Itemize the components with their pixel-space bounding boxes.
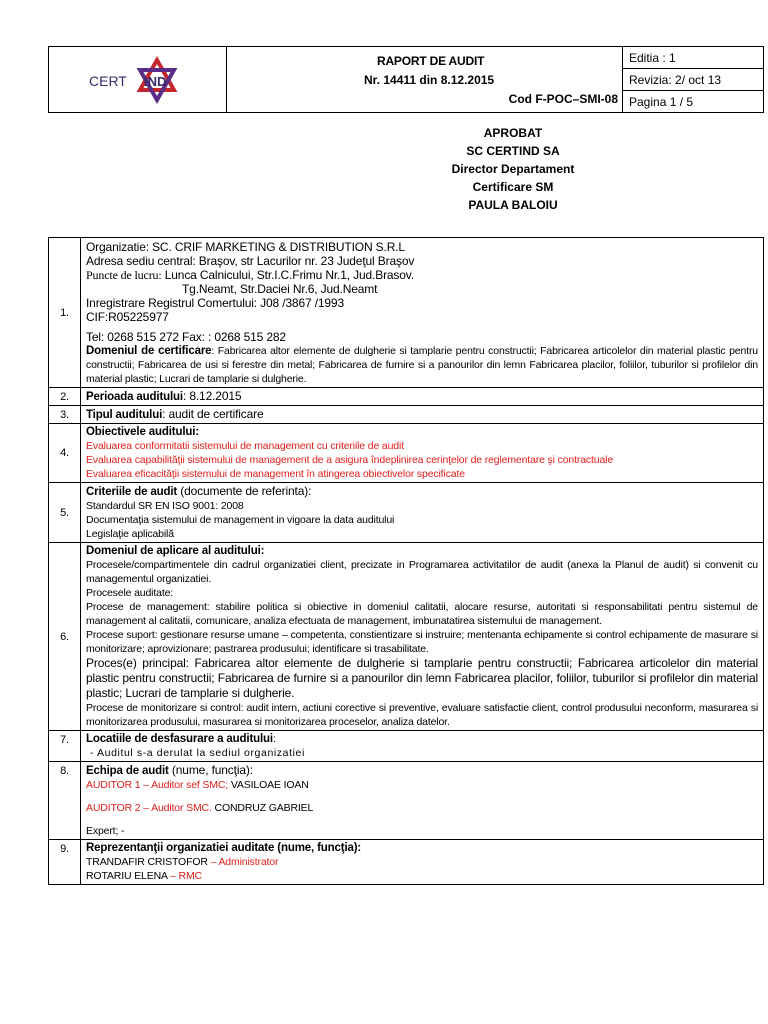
approval-line-3: Director Departament [451, 162, 575, 176]
support-processes: Procese suport: gestionare resurse umane – competenta, constientizare si instruire; mentenanta echipamente si control echipamente de masurare si monitorizare; aprovizionare; pastrarea produsului; identificare si trasabilitate. [86, 629, 758, 655]
audit-period [81, 388, 764, 406]
audit-team [81, 762, 764, 840]
audit-objectives-label: Obiectivele auditului: [86, 426, 199, 438]
criterion-1: Standardul SR EN ISO 9001: 2008 [86, 500, 244, 512]
row-number: 3. [49, 406, 81, 424]
revision: Revizia: 2/ oct 13 [623, 69, 763, 91]
audit-criteria-suffix: (documente de referinta): [177, 484, 312, 498]
representative-2-name: ROTARIU ELENA [86, 870, 168, 882]
certind-logo [49, 47, 227, 112]
expert: Expert; - [86, 825, 125, 837]
approval-line-2: SC CERTIND SA [466, 144, 560, 158]
audit-scope-processes: Procesele/compartimentele din cadrul organizatiei client, precizate in Programarea activitatilor de audit (anexa la Planul de audit) si convenit cu managementul organizatiei. [86, 559, 758, 585]
auditor-2-name: CONDRUZ GABRIEL [211, 802, 314, 814]
audit-period-label: Perioada auditului [86, 391, 183, 403]
audit-scope [81, 543, 764, 731]
auditor-1-role: AUDITOR 1 – Auditor sef SMC; [86, 779, 229, 791]
certification-scope-label: Domeniul de certificare [86, 345, 212, 357]
table-row [49, 388, 764, 406]
audit-locations [81, 731, 764, 762]
report-code: Cod F-POC–SMI-08 [508, 92, 618, 106]
auditor-2-role: AUDITOR 2 – Auditor SMC. [86, 802, 212, 814]
organization-representatives [81, 840, 764, 885]
report-number: Nr. 14411 din 8.12.2015 [364, 73, 495, 87]
audit-type [81, 406, 764, 424]
management-processes: Procese de management: stabilire politica si obiective in domeniul calitatii, alocare resurse, autoritati si responsabilitati pentru sistemul de management al calitatii, comunicare, analiza efectuata de management, imbunatatirea sistemului de management. [86, 601, 758, 627]
monitoring-processes: Procese de monitorizare si control: audit intern, actiuni corective si preventive, evaluare satisfactie client, control produsului neconform, masurarea si monitorizarea produsului, masurarea si monitorizarea proceselor, analiza datelor. [86, 702, 758, 728]
table-row [49, 238, 764, 388]
row-number: 4. [49, 424, 81, 483]
audit-criteria-label: Criteriile de audit [86, 486, 178, 498]
document-header [48, 46, 764, 113]
representative-2-role: – RMC [167, 870, 202, 882]
work-point-2: Tg.Neamt, Str.Daciei Nr.6, Jud.Neamt [182, 282, 378, 296]
row-number: 6. [49, 543, 81, 731]
auditor-2 [86, 801, 758, 815]
table-row [49, 424, 764, 483]
row-number: 8. [49, 762, 81, 840]
edition: Editia : 1 [623, 47, 763, 69]
criterion-3: Legislaţie aplicabilă [86, 528, 174, 540]
table-row [49, 762, 764, 840]
work-points [86, 268, 758, 282]
auditor-1 [86, 778, 758, 792]
objective-3: Evaluarea eficacităţii sistemului de management în atingerea obiectivelor specificate [86, 468, 465, 480]
organization-details [81, 238, 764, 388]
audit-objectives [81, 424, 764, 483]
page-number: Pagina 1 / 5 [629, 94, 694, 109]
approval-line-1: APROBAT [483, 126, 543, 140]
table-row [49, 406, 764, 424]
audit-type-label: Tipul auditului [86, 409, 163, 421]
main-processes: Proces(e) principal: Fabricarea altor elemente de dulgherie si tamplarie pentru constructii; Fabricarea articolelor din material plastic pentru constructii; Fabricarea de furnire si a panourilor din lemn Fabricarea placilor, foliilor, tuburilor si profilelor din material plastic; Lucrari de tamplarie si dulgherie. [86, 656, 758, 700]
trade-register: Inregistrare Registrul Comertului: J08 /3867 /1993 [86, 296, 344, 310]
logo-text-cert: CERT [88, 72, 127, 89]
audit-team-label: Echipa de audit [86, 765, 169, 777]
row-number: 1. [49, 238, 81, 388]
work-point-1: Lunca Calnicului, Str.I.C.Frimu Nr.1, Jud.Brasov. [161, 268, 414, 282]
audit-scope-label: Domeniul de aplicare al auditului: [86, 545, 265, 557]
work-points-label: Puncte de lucru: [86, 268, 162, 282]
organization-name: Organizatie: SC. CRIF MARKETING & DISTRIBUTION S.R.L [86, 240, 405, 254]
representative-1-role: – Administrator [207, 856, 279, 868]
audit-period-value: : 8.12.2015 [182, 389, 242, 403]
organization-address: Adresa sediu central: Braşov, str Lacurilor nr. 23 Judeţul Braşov [86, 254, 415, 268]
approval-line-4: Certificare SM [472, 180, 554, 194]
certification-scope-text: : Fabricarea altor elemente de dulgherie si tamplarie pentru constructii; Fabricarea articolelor din material plastic pentru constructii; Fabricarea de usi si ferestre din metal; Fabricarea de furnire si a panourilor din lemn Fabricarea placilor, foliilor, tuburilor si profilelor din material plastic; Lucrari de tamplarie si dulgherie. [86, 345, 758, 385]
representative-1 [86, 855, 758, 869]
document-meta [623, 47, 763, 112]
report-title-block [227, 47, 623, 112]
row-number: 5. [49, 483, 81, 543]
objective-1: Evaluarea conformitatii sistemului de management cu criteriile de audit [86, 440, 404, 452]
approval-block [383, 124, 643, 214]
row-number: 9. [49, 840, 81, 885]
representative-2 [86, 869, 758, 883]
audit-team-suffix: (nume, funcţia): [168, 763, 253, 777]
auditor-1-name: VASILOAE IOAN [228, 779, 309, 791]
audit-locations-label: Locatiile de desfasurare a auditului [86, 733, 273, 745]
certind-logo-icon [83, 56, 193, 104]
cif: CIF:R05225977 [86, 310, 169, 324]
representatives-label: Reprezentanţii organizatiei auditate (nume, funcţia): [86, 842, 362, 854]
table-row [49, 543, 764, 731]
report-title: RAPORT DE AUDIT [377, 54, 485, 68]
row-number: 7. [49, 731, 81, 762]
row-number: 2. [49, 388, 81, 406]
criterion-2: Documentaţia sistemului de management in vigoare la data auditului [86, 514, 395, 526]
table-row [49, 840, 764, 885]
certification-scope [86, 344, 758, 386]
logo-text-ind: IND [143, 73, 166, 89]
representative-1-name: TRANDAFIR CRISTOFOR [86, 856, 208, 868]
audited-processes-label: Procesele auditate: [86, 587, 174, 599]
table-row [49, 731, 764, 762]
objective-2: Evaluarea capabilităţii sistemului de management de a asigura îndeplinirea cerinţelor de reglementare şi contractuale [86, 454, 614, 466]
audit-criteria [81, 483, 764, 543]
table-row [49, 483, 764, 543]
approval-line-5: PAULA BALOIU [468, 198, 558, 212]
audit-location-value: - Auditul s-a derulat la sediul organizatiei [90, 747, 305, 759]
audit-locations-colon: : [272, 733, 276, 745]
phone-fax: Tel: 0268 515 272 Fax: : 0268 515 282 [86, 330, 286, 344]
audit-type-value: : audit de certificare [162, 407, 264, 421]
audit-details-table [48, 237, 764, 885]
